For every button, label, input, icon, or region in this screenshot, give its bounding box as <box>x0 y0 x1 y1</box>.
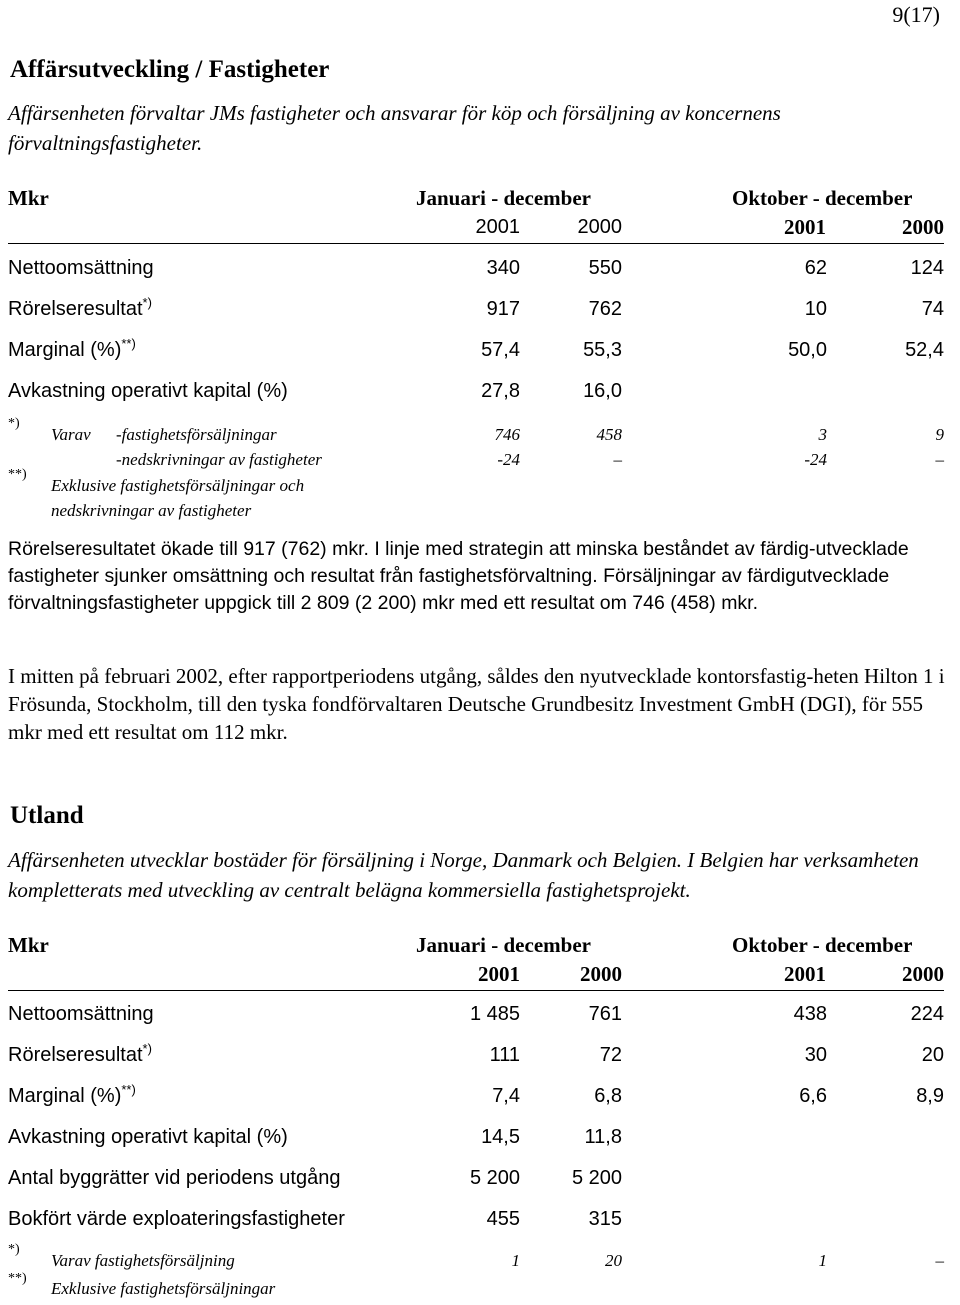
section-intro-fastigheter: Affärsenheten förvaltar JMs fastigheter och ansvarar för köp och försäljning av koncernens förvaltningsfastigheter. <box>8 101 781 155</box>
footnote-cell: 20 <box>605 1251 622 1270</box>
table1-cell: 62 <box>804 257 827 279</box>
table1-cell: 340 <box>486 257 520 279</box>
table1-year-2: 2000 <box>577 216 622 238</box>
footnote-varav: Varav <box>51 425 91 444</box>
table2-row-label: Nettoomsättning <box>8 1003 154 1025</box>
table1-cell: 52,4 <box>905 339 944 361</box>
table2-cell: 7,4 <box>492 1085 520 1107</box>
table2-period2: Oktober - december <box>732 933 913 957</box>
table1-row-label: Nettoomsättning <box>8 257 154 279</box>
table2-row-label: Marginal (%)**) <box>8 1082 136 1107</box>
table2-cell: 14,5 <box>481 1126 520 1148</box>
table2-row-label: Bokfört värde exploateringsfastigheter <box>8 1208 345 1230</box>
table2-cell: 20 <box>921 1044 944 1066</box>
page-number: 9(17) <box>892 2 940 27</box>
footnote-line2-label: -nedskrivningar av fastigheter <box>116 450 322 469</box>
footnote-cell: 746 <box>494 425 520 444</box>
footnote-line2-label: Exklusive fastighetsförsäljningar <box>51 1279 276 1298</box>
table1-cell: 74 <box>921 298 944 320</box>
table1-cell: 55,3 <box>583 339 622 361</box>
section-intro-utland: Affärsenheten utvecklar bostäder för försäljning i Norge, Danmark och Belgien. I Belgien har verksamheten kompletterats med utveckling av centralt belägna kommersiella fastighetsprojekt. <box>8 848 919 902</box>
footnote-cell: -24 <box>804 450 827 469</box>
footnote-mark-2: **) <box>8 1271 27 1286</box>
table2-cell: 315 <box>588 1208 622 1230</box>
table2-cell: 11,8 <box>584 1126 622 1148</box>
footnote-line1-label: -fastighetsförsäljningar <box>116 425 277 444</box>
table2-cell: 224 <box>910 1003 944 1025</box>
table1-period1: Januari - december <box>416 186 591 210</box>
section-title-fastigheter: Affärsutveckling / Fastigheter <box>10 56 330 83</box>
table2-cell: 5 200 <box>469 1167 520 1189</box>
table1-cell: 27,8 <box>481 380 520 402</box>
table2-row-label: Avkastning operativt kapital (%) <box>8 1126 288 1148</box>
footnote-ref: **) <box>121 1082 136 1097</box>
table2-cell: 8,9 <box>916 1085 944 1107</box>
table2-cell: 438 <box>793 1003 827 1025</box>
footnote-cell: -24 <box>497 450 520 469</box>
table2-unit: Mkr <box>8 933 49 957</box>
table1-cell: 917 <box>486 298 520 320</box>
table1-cell: 16,0 <box>583 380 622 402</box>
footnote-cell: 1 <box>511 1251 520 1270</box>
table1-year-4: 2000 <box>902 215 944 239</box>
footnote-line1-label: Varav fastighetsförsäljning <box>51 1251 235 1270</box>
footnote-ref: *) <box>142 295 152 310</box>
table2-cell: 30 <box>804 1044 827 1066</box>
table2-year-4: 2000 <box>902 962 944 986</box>
table2-row-label: Antal byggrätter vid periodens utgång <box>8 1167 341 1189</box>
table2-cell: 111 <box>489 1044 520 1066</box>
footnote-ref: *) <box>142 1041 152 1056</box>
footnote-ref: **) <box>121 336 136 351</box>
footnote-mark-1: *) <box>8 1242 20 1257</box>
paragraph-result: Rörelseresultatet ökade till 917 (762) mkr. I linje med strategin att minska beståndet av färdig-utvecklade fastigheter sjunker omsättning och resultat från fastighetsförvaltning. Försäljningar av färdigutvecklade förvaltningsfastigheter uppgick till 2 809 (2 200) mkr med ett resultat om 746 (458) mkr. <box>8 538 909 614</box>
table1-year-3: 2001 <box>784 215 826 239</box>
table1-cell: 10 <box>804 298 827 320</box>
footnote-cell: 458 <box>596 425 622 444</box>
paragraph-hilton: I mitten på februari 2002, efter rapportperiodens utgång, såldes den nyutvecklade kontorsfastig-heten Hilton 1 i Frösunda, Stockholm, till den tyska fondförvaltaren Deutsche Grundbesitz Investment GmbH (DGI), för 555 mkr med ett resultat om 112 mkr. <box>8 664 945 744</box>
table1-cell: 550 <box>588 257 622 279</box>
table2-period1: Januari - december <box>416 933 591 957</box>
footnote-cell: 9 <box>935 425 944 444</box>
table2-cell: 761 <box>588 1003 622 1025</box>
footnote-cell: – <box>613 450 622 469</box>
footnote-line3b: nedskrivningar av fastigheter <box>51 501 252 520</box>
table2-cell: 455 <box>486 1208 520 1230</box>
table2-cell: 72 <box>599 1044 622 1066</box>
table1-cell: 50,0 <box>788 339 827 361</box>
table1-cell: 124 <box>910 257 944 279</box>
footnote-cell: – <box>935 450 944 469</box>
footnote-line3a: Exklusive fastighetsförsäljningar och <box>51 476 305 495</box>
table2-row-label: Rörelseresultat*) <box>8 1041 152 1066</box>
table1-unit: Mkr <box>8 186 49 210</box>
footnote-mark-1: *) <box>8 416 20 431</box>
table2-header-rule <box>8 990 944 991</box>
table2-year-2: 2000 <box>580 962 622 986</box>
table2-cell: 6,8 <box>594 1085 622 1107</box>
footnote-mark-2: **) <box>8 467 27 482</box>
table1-cell: 57,4 <box>481 339 520 361</box>
footnote-cell: 3 <box>818 425 827 444</box>
table2-cell: 1 485 <box>469 1003 520 1025</box>
footnote-cell: 1 <box>818 1251 827 1270</box>
table2-cell: 5 200 <box>571 1167 622 1189</box>
table1-period2: Oktober - december <box>732 186 913 210</box>
table2-year-3: 2001 <box>784 962 826 986</box>
footnote-cell: – <box>935 1251 944 1270</box>
table1-cell: 762 <box>588 298 622 320</box>
table1-header-rule <box>8 243 944 244</box>
table2-year-1: 2001 <box>478 962 520 986</box>
table1-row-label: Avkastning operativt kapital (%) <box>8 380 288 402</box>
table1-row-label: Rörelseresultat*) <box>8 295 152 320</box>
table1-year-1: 2001 <box>475 216 520 238</box>
table1-row-label: Marginal (%)**) <box>8 336 136 361</box>
table2-cell: 6,6 <box>799 1085 827 1107</box>
section-title-utland: Utland <box>10 802 84 829</box>
